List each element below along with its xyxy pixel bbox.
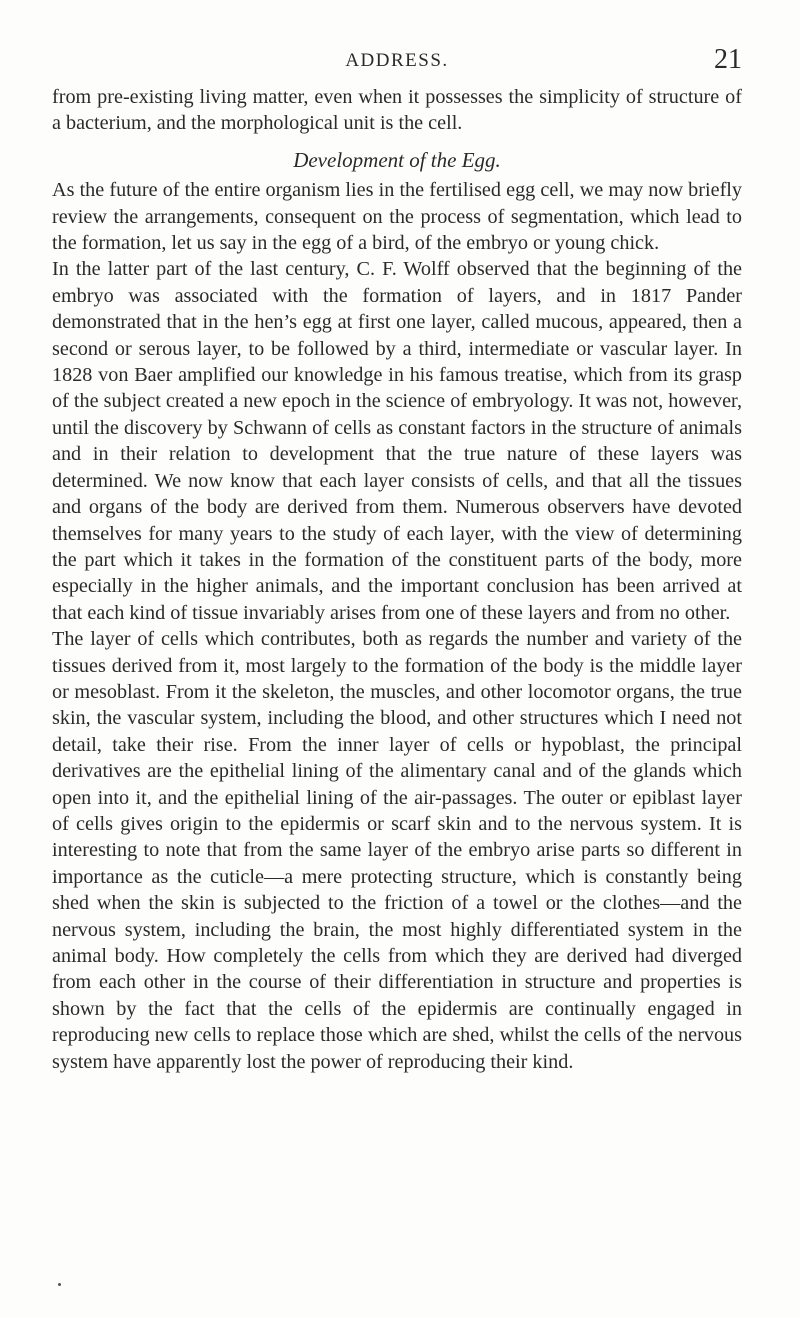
running-head — [52, 44, 742, 84]
page-number: 21 — [714, 44, 742, 75]
paragraph: As the future of the entire organism lies in the fertilised egg cell, we may now briefly review the arrangements, consequent on the process of segmentation, which lead to the formation, let us say in the egg of a bird, of the embryo or young chick. — [52, 179, 742, 255]
ink-speck — [58, 1283, 61, 1286]
paragraph: In the latter part of the last century, C. F. Wolff observed that the beginning of the embryo was associated with the formation of layers, and in 1817 Pander demonstrated that in the hen’s egg at first one layer, called mucous, appeared, then a second or serous layer, to be followed by a third, intermediate or vascular layer. In 1828 von Baer amplified our knowledge in his famous treatise, which from its grasp of the subject created a new epoch in the science of embryology. It was not, however, until the discovery by Schwann of cells as constant factors in the structure of animals and in their relation to development that the true nature of these layers was determined. We now know that each layer consists of cells, and that all the tissues and organs of the body are derived from them. Numerous observers have devoted themselves for many years to the study of each layer, with the view of determining the part which it takes in the formation of the constituent parts of the body, more especially in the higher animals, and the important conclusion has been arrived at that each kind of tissue invariably arises from one of these layers and from no other. — [52, 258, 742, 624]
paragraph-continued: from pre-existing living matter, even when it possesses the simplicity of structure of a bacterium, and the morphological unit is the cell. — [52, 86, 742, 135]
section-heading: Development of the Egg. — [293, 147, 501, 172]
paragraph: The layer of cells which contributes, both as regards the number and variety of the tissues derived from it, most largely to the formation of the body is the middle layer or mesoblast. From it the skeleton, the muscles, and other locomotor organs, the true skin, the vascular system, including the blood, and other structures which I need not detail, take their rise. From the inner layer of cells or hypoblast, the principal derivatives are the epithelial lining of the alimentary canal and of the glands which open into it, and the epithelial lining of the air-passages. The outer or epiblast layer of cells gives origin to the epidermis or scarf skin and to the nervous system. It is interesting to note that from the same layer of the embryo arise parts so different in importance as the cuticle—a mere protecting structure, which is constantly being shed when the skin is subjected to the friction of a towel or the clothes—and the nervous system, including the brain, the most highly differentiated system in the animal body. How completely the cells from which they are derived had diverged from each other in the course of their differentiation in structure and properties is shown by the fact that the cells of the epidermis are continually engaged in reproducing new cells to replace those which are shed, whilst the cells of the nervous system have apparently lost the power of reproducing their kind. — [52, 628, 742, 1073]
body-text — [52, 84, 742, 1075]
running-head-title: ADDRESS. — [345, 50, 449, 71]
